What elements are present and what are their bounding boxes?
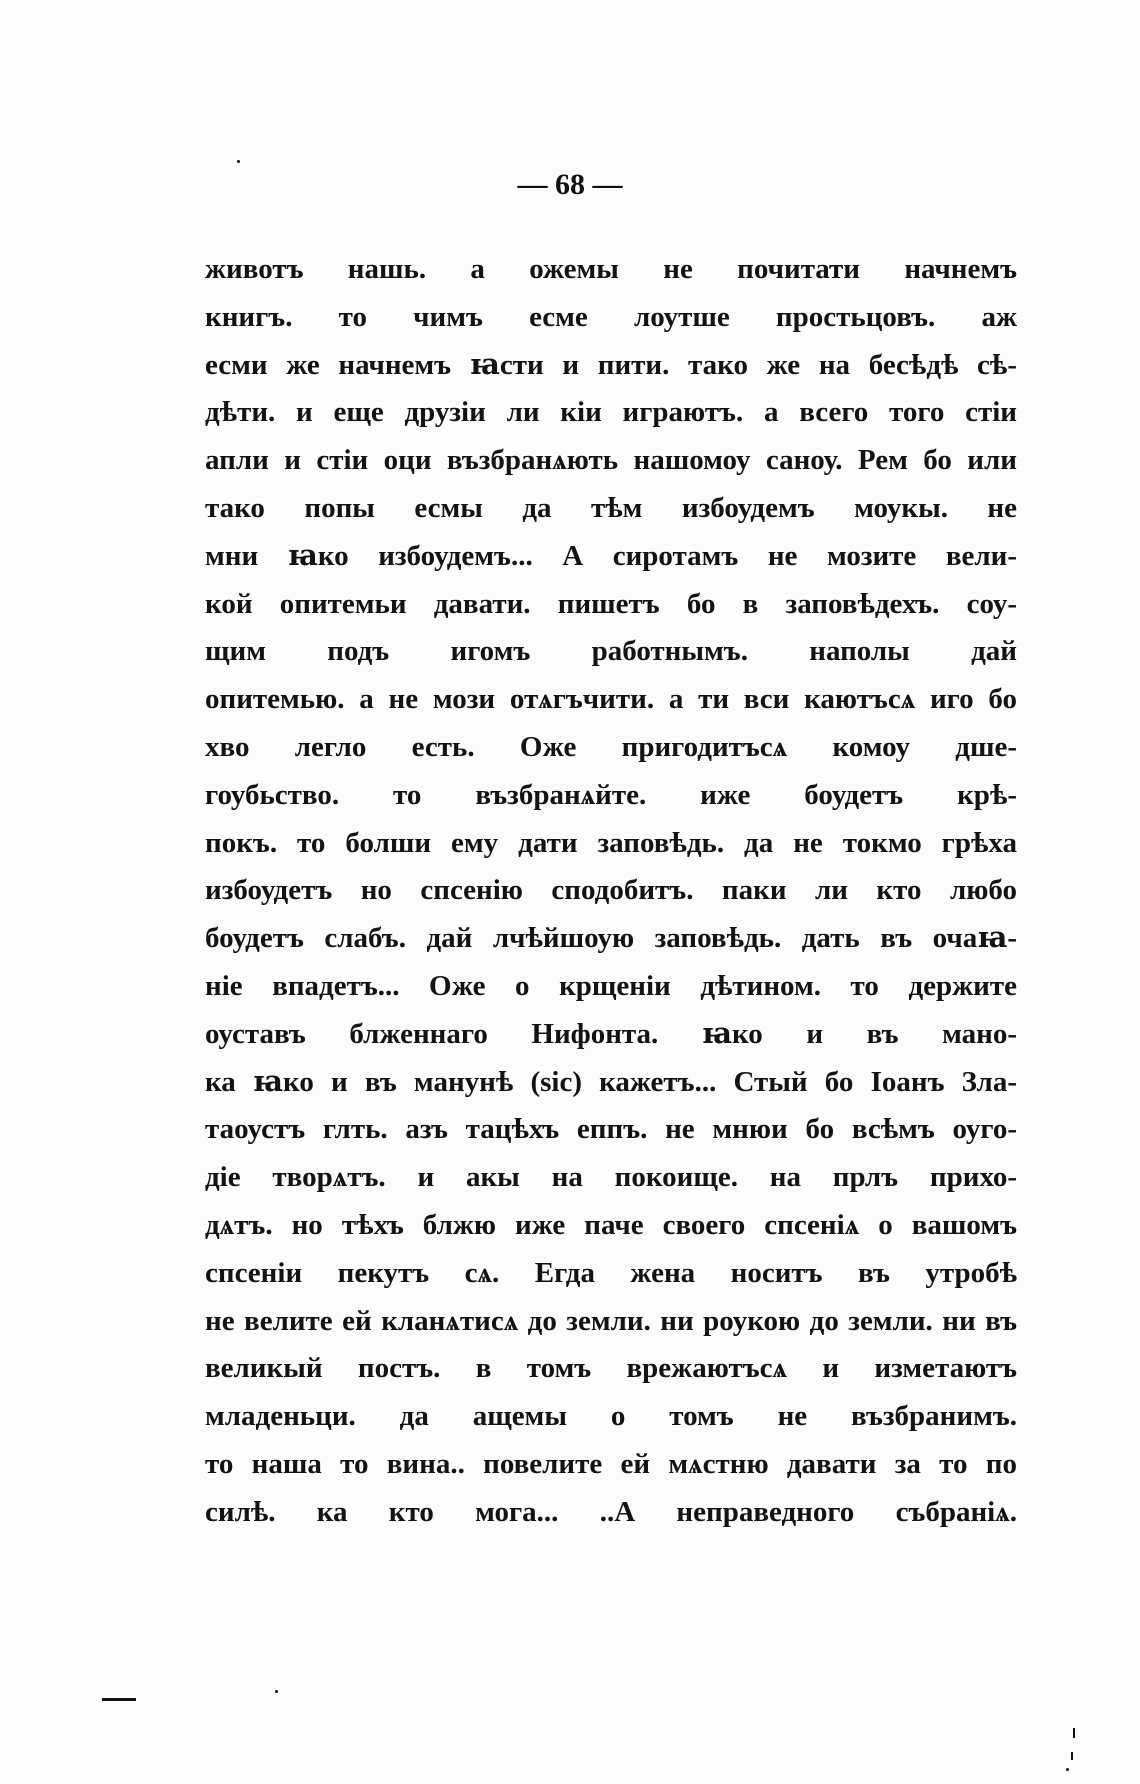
scan-edge-mark	[1073, 1728, 1075, 1738]
text-line: боудетъ слабъ. дай лчѣйшоую заповѣдь. дать въ очаꙗ-	[205, 922, 1017, 955]
scan-dot-mark	[237, 160, 240, 163]
text-line: оуставъ блженнаго Нифонта. ꙗко и въ мано-	[205, 1017, 1017, 1050]
text-line: апли и стіи оци възбранѧють нашомоу саноу. Рем бо или	[205, 444, 1017, 477]
text-line: животъ нашь. а ожемы не почитати начнемъ	[205, 253, 1017, 285]
scan-dot-mark	[1066, 1768, 1069, 1771]
text-line: кой опитемьи давати. пишетъ бо в заповѣдехъ. соу-	[205, 587, 1017, 620]
text-line: покъ. то болши ему дати заповѣдь. да не токмо грѣха	[205, 826, 1017, 859]
text-line: тако попы есмы да тѣм избоудемъ моукы. не	[205, 491, 1017, 524]
scan-dot-mark	[275, 1690, 278, 1693]
text-line: силѣ. ка кто мога... ..А неправедного събраніѧ.	[205, 1495, 1017, 1528]
text-line: опитемью. а не мози отѧгъчити. а ти вси каютъсѧ иго бо	[205, 683, 1017, 716]
text-line: ка ꙗко и въ манунѣ (sic) кажетъ... Стый бо Іоанъ Зла-	[205, 1065, 1017, 1098]
text-line: ніе впадетъ... Оже о крщеніи дѣтином. то держите	[205, 969, 1017, 1002]
page-number: — 68 —	[517, 168, 623, 201]
text-line: щим подъ игомъ работнымъ. наполы дай	[205, 635, 1017, 668]
text-line: спсеніи пекутъ сѧ. Егда жена носитъ въ утробѣ	[205, 1256, 1017, 1289]
text-line: младеньци. да ащемы о томъ не възбранимъ.	[205, 1400, 1017, 1433]
text-line: дѣти. и еще друзіи ли кіи играютъ. а всего того стіи	[205, 396, 1017, 429]
body-text	[205, 246, 1017, 1537]
text-line: избоудетъ но спсенію сподобитъ. паки ли кто любо	[205, 874, 1017, 907]
text-line: гоубьство. то възбранѧйте. иже боудетъ крѣ-	[205, 778, 1017, 811]
text-line: то наша то вина.. повелите ей мѧстню давати за то по	[205, 1447, 1017, 1480]
text-line: великый постъ. в томъ врежаютъсѧ и изметаютъ	[205, 1352, 1017, 1385]
text-line: не велите ей кланѧтисѧ до земли. ни роукою до земли. ни въ	[205, 1304, 1017, 1337]
text-line: мни ꙗко избоудемъ... А сиротамъ не мозите вели-	[205, 539, 1017, 572]
text-line: хво легло есть. Оже пригодитъсѧ комоу дше-	[205, 730, 1017, 763]
text-line: таоустъ глть. азъ тацѣхъ еппъ. не мнюи бо всѣмъ оуго-	[205, 1113, 1017, 1146]
text-line: діе творѧтъ. и акы на покоище. на прлъ прихо-	[205, 1161, 1017, 1194]
scan-dash-mark	[102, 1698, 136, 1701]
text-line: книгъ. то чимъ есме лоутше простьцовъ. аж	[205, 300, 1017, 333]
scan-edge-mark	[1071, 1752, 1073, 1760]
text-line: дѧтъ. но тѣхъ блжю иже паче своего спсеніѧ о вашомъ	[205, 1208, 1017, 1241]
text-line: есми же начнемъ ꙗсти и пити. тако же на бесѣдѣ сѣ-	[205, 348, 1017, 381]
